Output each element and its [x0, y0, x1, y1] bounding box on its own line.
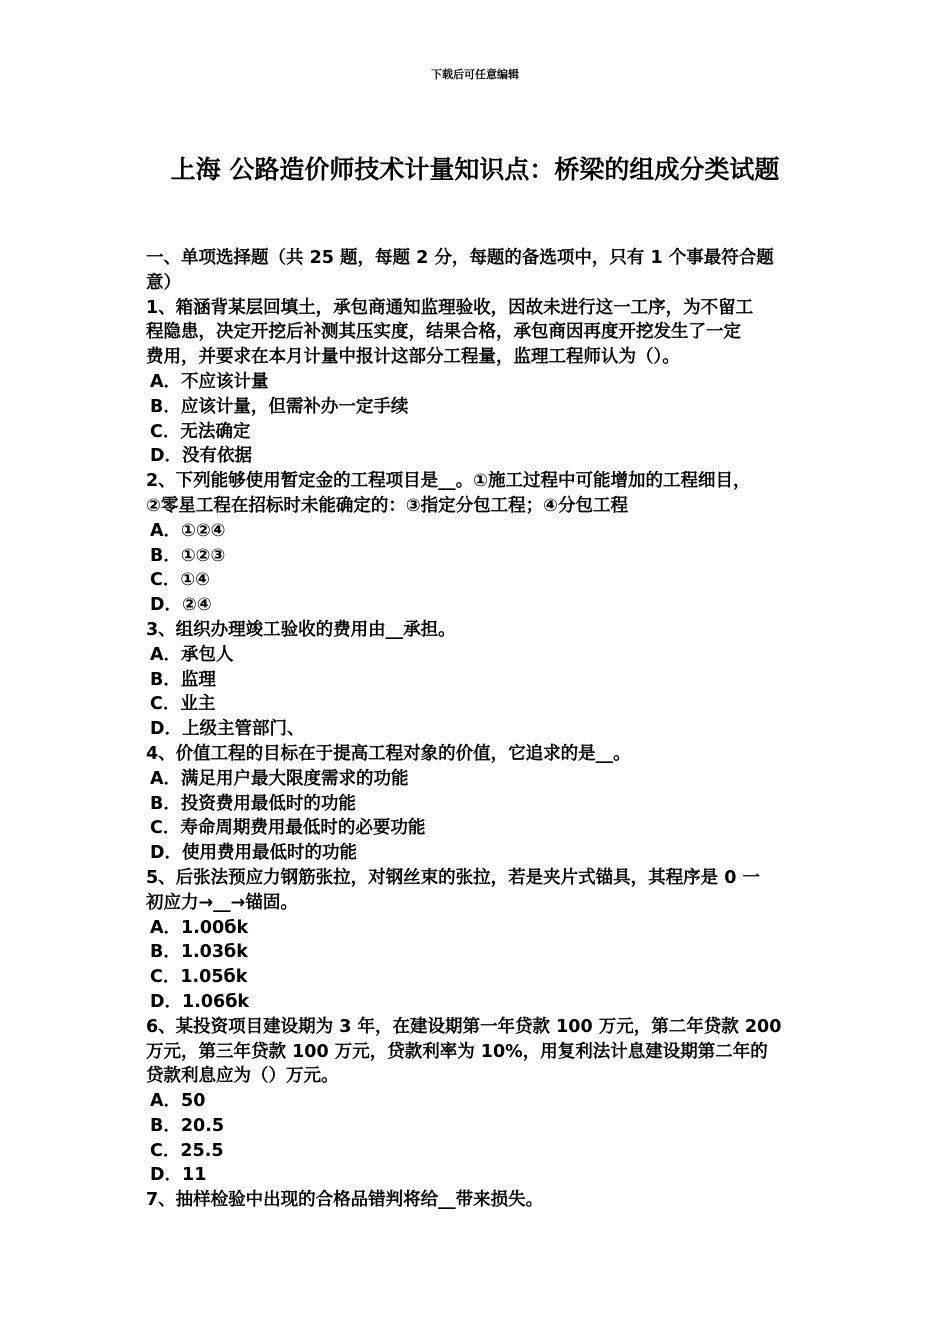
option-c: C．无法确定	[150, 421, 251, 442]
option-c: C．25.5	[150, 1140, 224, 1161]
section-heading-line: 一、单项选择题（共 25 题，每题 2 分，每题的备选项中，只有 1 个事最符合题	[146, 248, 774, 268]
question-text-line: 4、价值工程的目标在于提高工程对象的价值，它追求的是__。	[146, 743, 631, 764]
section-heading-line: 意）	[146, 272, 181, 293]
option-d: D．上级主管部门、	[150, 719, 305, 740]
question-2	[146, 469, 818, 618]
option-b: B．20.5	[150, 1115, 225, 1136]
option-d: D．使用费用最低时的功能	[150, 843, 358, 864]
option-b: B．应该计量，但需补办一定手续	[150, 396, 409, 417]
question-6	[146, 1015, 818, 1189]
section-heading	[146, 246, 818, 296]
document-body	[146, 246, 818, 1213]
question-text-line: 2、下列能够使用暂定金的工程项目是__。①施工过程中可能增加的工程细目，	[146, 471, 751, 492]
document-title: 上海 公路造价师技术计量知识点：桥梁的组成分类试题	[170, 155, 780, 184]
question-text-line: 7、抽样检验中出现的合格品错判将给__带来损失。	[146, 1190, 544, 1211]
option-a: A．①②④	[150, 520, 226, 541]
option-a: A．承包人	[150, 644, 234, 665]
question-text-line: 费用，并要求在本月计量中报计这部分工程量，监理工程师认为（）。	[146, 347, 680, 368]
question-3	[146, 618, 818, 742]
option-b: B．①②③	[150, 545, 226, 566]
option-c: C．1.05бk	[150, 967, 248, 988]
option-b: B．投资费用最低时的功能	[150, 793, 356, 814]
question-text-line: 6、某投资项目建设期为 3 年，在建设期第一年贷款 100 万元，第二年贷款 200	[146, 1016, 782, 1037]
option-a: A．1.00бk	[150, 917, 249, 938]
option-d: D．11	[150, 1165, 207, 1186]
question-1	[146, 296, 818, 470]
question-text-line: 3、组织办理竣工验收的费用由__承担。	[146, 619, 456, 640]
question-4	[146, 742, 818, 866]
question-5	[146, 866, 818, 1015]
question-text-line: 程隐患，决定开挖后补测其压实度，结果合格，承包商因再度开挖发生了一定	[146, 322, 741, 343]
option-d: D．②④	[150, 595, 212, 616]
option-b: B．监理	[150, 669, 216, 690]
option-d: D．1.06бk	[150, 991, 250, 1012]
question-text-line: 5、后张法预应力钢筋张拉，对钢丝束的张拉，若是夹片式锚具，其程序是 0 一	[146, 867, 761, 888]
option-a: A．50	[150, 1091, 206, 1112]
option-c: C．业主	[150, 694, 216, 715]
question-text-line: 贷款利息应为（）万元。	[146, 1066, 339, 1087]
option-c: C．寿命周期费用最低时的必要功能	[150, 818, 426, 839]
question-text-line: ②零星工程在招标时未能确定的：③指定分包工程；④分包工程	[146, 495, 628, 516]
question-7	[146, 1188, 818, 1213]
option-a: A．不应该计量	[150, 371, 269, 392]
option-a: A．满足用户最大限度需求的功能	[150, 768, 409, 789]
question-text-line: 1、箱涵背某层回填土，承包商通知监理验收，因故未进行这一工序，为不留工	[146, 297, 754, 318]
page-header-note: 下载后可任意编辑	[431, 68, 519, 81]
option-c: C．①④	[150, 570, 210, 591]
question-text-line: 万元，第三年贷款 100 万元，贷款利率为 10%，用复利法计息建设期第二年的	[146, 1041, 768, 1062]
option-b: B．1.03бk	[150, 942, 248, 963]
question-text-line: 初应力→__→锚固。	[146, 892, 298, 913]
option-d: D．没有依据	[150, 446, 253, 467]
